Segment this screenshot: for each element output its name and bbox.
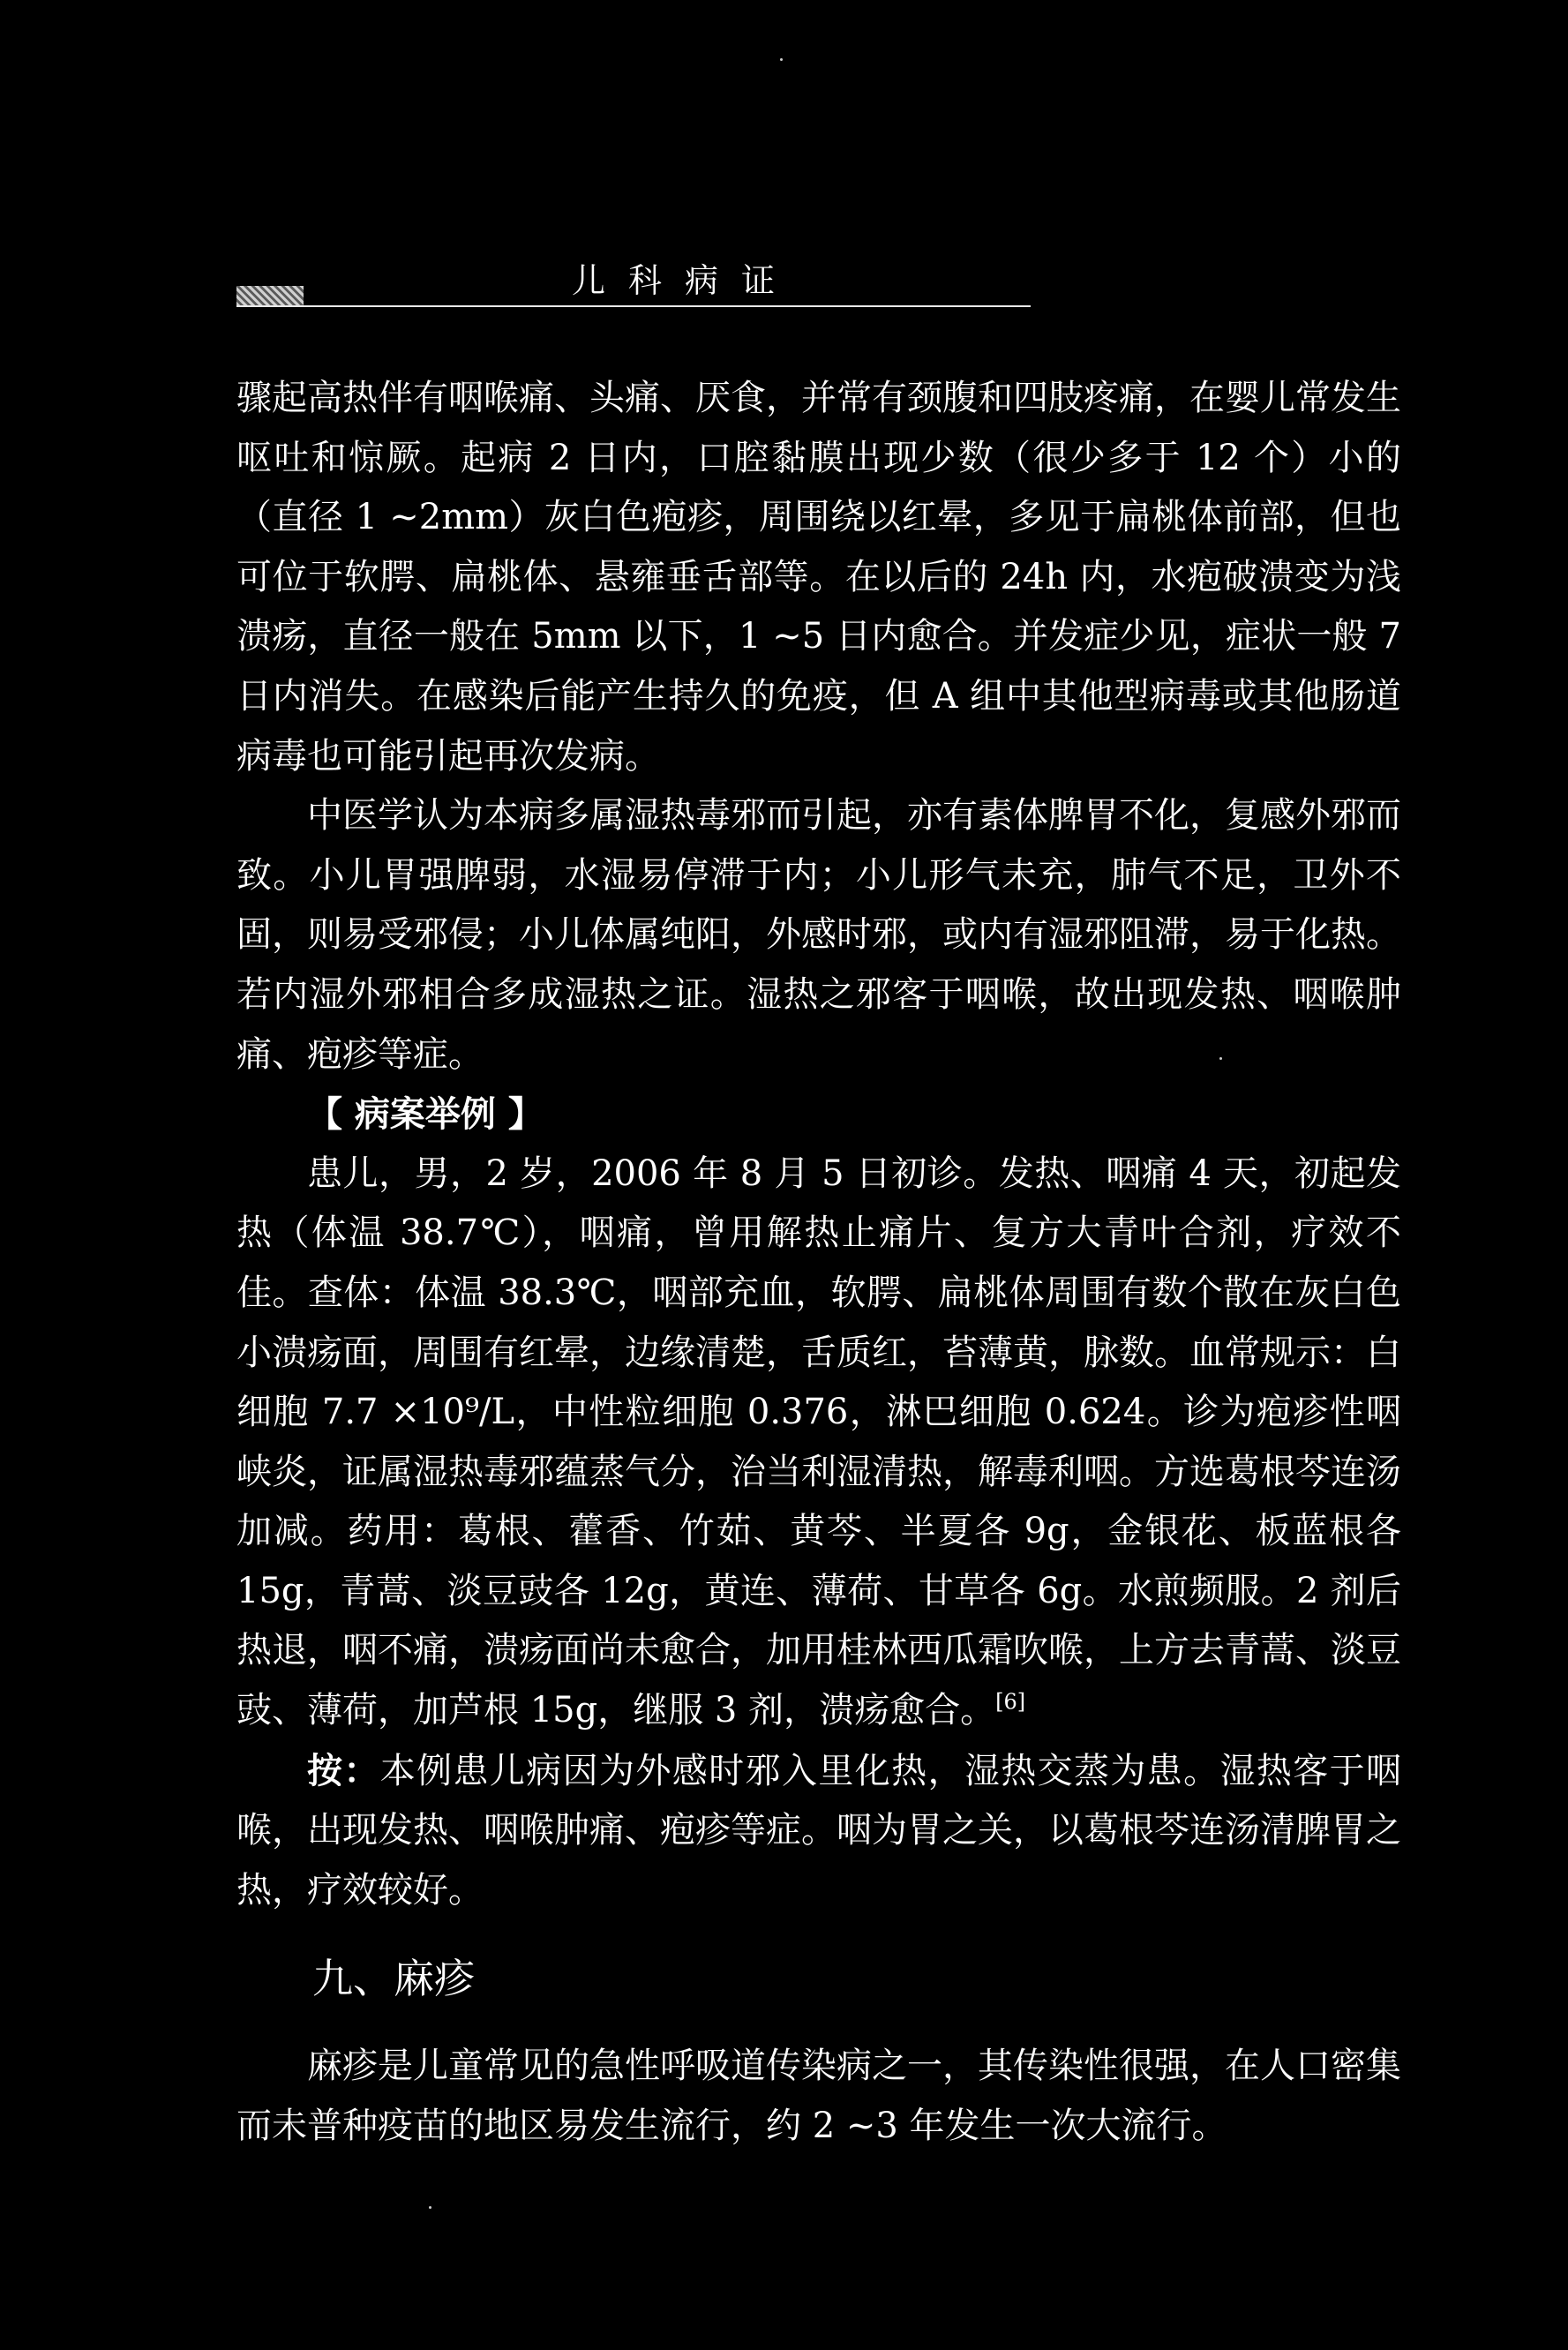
- running-header: [236, 259, 1031, 312]
- case-heading: 【 病案举例 】: [307, 1093, 544, 1136]
- paragraph-1: 骤起高热伴有咽喉痛、头痛、厌食，并常有颈腹和四肢疼痛，在婴儿常发生呕吐和惊厥。起病 2 日内，口腔黏膜出现少数（很少多于 12 个）小的（直径 1 ~2mm）灰白色疱疹，周围绕以红晕，多见于扁桃体前部，但也可位于软腭、扁桃体、悬雍垂舌部等。在以后的 24h 内，水疱破溃变为浅溃疡，直径一般在 5mm 以下，1 ~5 日内愈合。并发症少见，症状一般 7 日内消失。在感染后能产生持久的免疫，但 A 组中其他型病毒或其他肠道病毒也可能引起再次发病。: [236, 378, 1401, 777]
- note-text: 本例患儿病因为外感时邪入里化热，湿热交蒸为患。湿热客于咽喉，出现发热、咽喉肿痛、疱疹等症。咽为胃之关，以葛根芩连汤清脾胃之热，疗效较好。: [236, 1750, 1402, 1911]
- scan-speck: [1219, 1057, 1222, 1060]
- header-rule: [236, 305, 1031, 307]
- paragraph-measles: 麻疹是儿童常见的急性呼吸道传染病之一，其传染性很强，在人口密集而未普种疫苗的地区易发生流行，约 2 ~3 年发生一次大流行。: [236, 2046, 1401, 2147]
- scan-speck: [429, 2206, 431, 2209]
- section-title: 九、麻疹: [312, 1955, 475, 2003]
- paragraph-2: 中医学认为本病多属湿热毒邪而引起，亦有素体脾胃不化，复感外邪而致。小儿胃强脾弱，水湿易停滞于内；小儿形气未充，肺气不足，卫外不固，则易受邪侵；小儿体属纯阳，外感时邪，或内有湿邪阻滞，易于化热。若内湿外邪相合多成湿热之证。湿热之邪客于咽喉，故出现发热、咽喉肿痛、疱疹等症。: [236, 795, 1401, 1075]
- paragraph-case: [236, 1145, 1401, 1741]
- paragraph-note: [236, 1741, 1401, 1921]
- page-body: [236, 369, 1401, 2157]
- scan-speck: [780, 58, 783, 61]
- note-label: 按：: [307, 1749, 380, 1791]
- header-title: 儿科病证: [572, 261, 799, 300]
- header-ornament: [236, 286, 304, 305]
- reference-mark: [6]: [995, 1689, 1026, 1715]
- case-text: 患儿，男，2 岁，2006 年 8 月 5 日初诊。发热、咽痛 4 天，初起发热（体温 38.7℃），咽痛，曾用解热止痛片、复方大青叶合剂，疗效不佳。查体：体温 38.3℃，咽部充血，软腭、扁桃体周围有数个散在灰白色小溃疡面，周围有红晕，边缘清楚，舌质红，苔薄黄，脉数。血常规示：白细胞 7.7 ×10⁹/L，中性粒细胞 0.376，淋巴细胞 0.624。诊为疱疹性咽峡炎，证属湿热毒邪蕴蒸气分，治当利湿清热，解毒利咽。方选葛根芩连汤加减。药用：葛根、藿香、竹茹、黄芩、半夏各 9g，金银花、板蓝根各 15g，青蒿、淡豆豉各 12g，黄连、薄荷、甘草各 6g。水煎频服。2 剂后热退，咽不痛，溃疡面尚未愈合，加用桂林西瓜霜吹喉，上方去青蒿、淡豆豉、薄荷，加芦根 15g，继服 3 剂，溃疡愈合。: [236, 1152, 1401, 1731]
